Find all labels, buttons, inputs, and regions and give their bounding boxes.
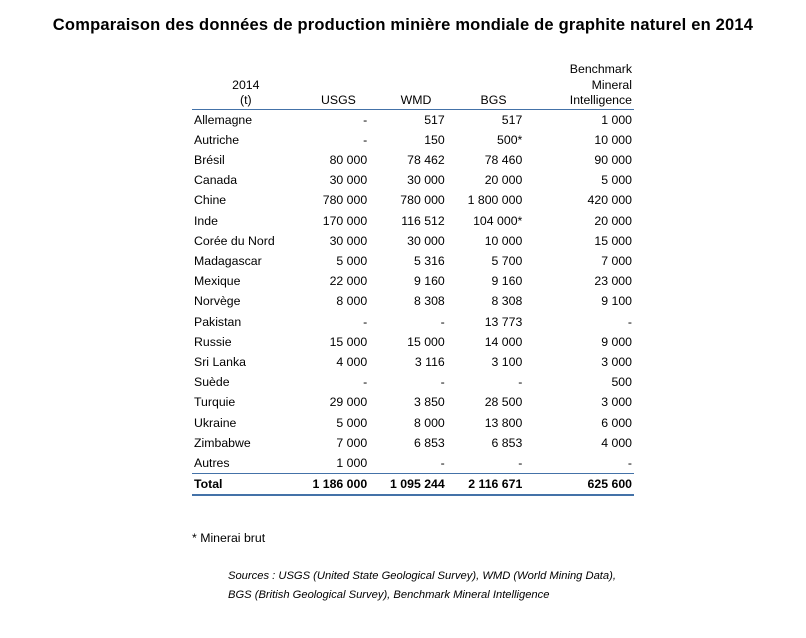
cell-wmd: 15 000 <box>407 334 445 349</box>
table-row <box>192 413 634 433</box>
cell-wmd: - <box>440 455 445 470</box>
cell-usgs: 8 000 <box>336 294 368 309</box>
cell-usgs: - <box>363 314 368 329</box>
cell-usgs: 80 000 <box>329 152 368 167</box>
total-usgs: 1 186 000 <box>300 474 378 496</box>
cell-country: Pakistan <box>194 314 242 329</box>
cell-wmd: 6 853 <box>413 435 445 450</box>
cell-bgs: 1 800 000 <box>467 193 523 208</box>
cell-benchmark: 5 000 <box>601 173 632 188</box>
cell-usgs: 30 000 <box>329 233 368 248</box>
table-row <box>192 271 634 291</box>
cell-usgs: 22 000 <box>329 274 368 289</box>
total-benchmark: 625 600 <box>532 474 634 496</box>
production-table <box>192 62 634 496</box>
cell-benchmark: - <box>627 314 632 329</box>
sources-note <box>228 567 628 605</box>
table-row <box>192 332 634 352</box>
table-row <box>192 392 634 412</box>
cell-wmd: - <box>440 314 445 329</box>
cell-bgs: - <box>518 375 523 390</box>
cell-benchmark: 20 000 <box>594 213 632 228</box>
cell-country: Sri Lanka <box>194 354 246 369</box>
cell-wmd: 30 000 <box>407 173 445 188</box>
cell-usgs: 170 000 <box>322 213 368 228</box>
column-header-year-line2: (t) <box>240 93 252 107</box>
column-header-bgs: BGS <box>455 62 533 109</box>
column-header-benchmark-line1: Benchmark <box>569 62 632 76</box>
cell-wmd: - <box>440 375 445 390</box>
table-row <box>192 251 634 271</box>
cell-bgs: 517 <box>501 112 523 127</box>
cell-benchmark: 9 000 <box>601 334 632 349</box>
table-row <box>192 291 634 311</box>
footnote: * Minerai brut <box>192 531 266 545</box>
table-row <box>192 190 634 210</box>
table-header-row <box>192 62 634 109</box>
cell-bgs: 20 000 <box>484 173 523 188</box>
column-header-usgs: USGS <box>300 62 378 109</box>
cell-usgs: 29 000 <box>329 395 368 410</box>
cell-usgs: 15 000 <box>329 334 368 349</box>
cell-country: Norvège <box>194 294 241 309</box>
total-bgs: 2 116 671 <box>455 474 533 496</box>
cell-wmd: 30 000 <box>407 233 445 248</box>
table-row <box>192 352 634 372</box>
table-row <box>192 130 634 150</box>
table-row <box>192 109 634 130</box>
cell-wmd: 78 462 <box>407 152 445 167</box>
cell-benchmark: 23 000 <box>594 274 632 289</box>
cell-country: Mexique <box>194 274 241 289</box>
cell-usgs: 30 000 <box>329 173 368 188</box>
cell-benchmark: 1 000 <box>601 112 632 127</box>
table-row <box>192 211 634 231</box>
cell-country: Inde <box>194 213 218 228</box>
sources-line2: Data), BGS (British Geological Survey), Benchmark Mineral Intelligence <box>228 570 616 601</box>
table-row <box>192 150 634 170</box>
cell-country: Canada <box>194 173 238 188</box>
table-row <box>192 372 634 392</box>
cell-bgs: 78 460 <box>484 152 523 167</box>
column-header-benchmark-line3: Intelligence <box>569 93 632 107</box>
cell-wmd: 9 160 <box>413 274 445 289</box>
cell-benchmark: 4 000 <box>601 435 632 450</box>
cell-bgs: 14 000 <box>484 334 523 349</box>
cell-wmd: 780 000 <box>400 193 445 208</box>
cell-bgs: 8 308 <box>491 294 523 309</box>
cell-bgs: 5 700 <box>491 253 523 268</box>
cell-bgs: 500* <box>497 132 523 147</box>
column-header-wmd: WMD <box>377 62 455 109</box>
cell-country: Autriche <box>194 132 240 147</box>
cell-usgs: - <box>363 375 368 390</box>
cell-country: Allemagne <box>194 112 253 127</box>
table-total-row <box>192 474 634 496</box>
cell-benchmark: 3 000 <box>601 395 632 410</box>
cell-bgs: - <box>518 455 523 470</box>
cell-usgs: 780 000 <box>322 193 368 208</box>
cell-benchmark: 500 <box>611 375 632 390</box>
cell-bgs: 3 100 <box>491 354 523 369</box>
table-row <box>192 170 634 190</box>
total-label: Total <box>192 474 300 496</box>
cell-country: Madagascar <box>194 253 262 268</box>
cell-bgs: 9 160 <box>491 274 523 289</box>
cell-benchmark: 420 000 <box>587 193 632 208</box>
page-title: Comparaison des données de production minière mondiale de graphite naturel en 2014 <box>52 16 754 34</box>
cell-wmd: 3 116 <box>414 354 445 369</box>
cell-wmd: 150 <box>424 132 445 147</box>
cell-wmd: 3 850 <box>413 395 445 410</box>
column-header-year-line1: 2014 <box>232 77 260 92</box>
table-row <box>192 312 634 332</box>
table-header <box>192 62 634 109</box>
cell-benchmark: - <box>627 455 632 470</box>
total-wmd: 1 095 244 <box>377 474 455 496</box>
cell-bgs: 10 000 <box>484 233 523 248</box>
cell-country: Brésil <box>194 152 225 167</box>
cell-wmd: 517 <box>424 112 445 127</box>
cell-benchmark: 6 000 <box>601 415 632 430</box>
cell-country: Ukraine <box>194 415 237 430</box>
table-row <box>192 453 634 474</box>
cell-usgs: - <box>363 112 368 127</box>
cell-country: Suède <box>194 375 230 390</box>
sources-line1: Sources : USGS (United State Geological Survey), WMD (World Mining <box>228 570 583 582</box>
cell-wmd: 5 316 <box>413 253 445 268</box>
cell-usgs: 7 000 <box>336 435 368 450</box>
cell-bgs: 28 500 <box>484 395 523 410</box>
cell-bgs: 13 800 <box>484 415 523 430</box>
cell-country: Russie <box>194 334 232 349</box>
cell-wmd: 8 308 <box>413 294 445 309</box>
column-header-year <box>192 62 300 109</box>
cell-usgs: - <box>363 132 368 147</box>
cell-wmd: 8 000 <box>413 415 445 430</box>
cell-wmd: 116 512 <box>401 213 445 228</box>
cell-country: Zimbabwe <box>194 435 251 450</box>
column-header-benchmark <box>532 62 634 109</box>
cell-benchmark: 7 000 <box>601 253 632 268</box>
table-row <box>192 231 634 251</box>
cell-benchmark: 3 000 <box>601 354 632 369</box>
cell-bgs: 104 000* <box>473 213 523 228</box>
cell-benchmark: 9 100 <box>601 294 632 309</box>
cell-country: Corée du Nord <box>194 233 275 248</box>
production-table-container <box>192 62 634 496</box>
cell-benchmark: 90 000 <box>594 152 632 167</box>
cell-country: Chine <box>194 193 227 208</box>
table-body <box>192 109 634 495</box>
table-row <box>192 433 634 453</box>
cell-usgs: 5 000 <box>336 415 368 430</box>
cell-bgs: 13 773 <box>484 314 523 329</box>
cell-benchmark: 10 000 <box>594 132 632 147</box>
cell-country: Autres <box>194 455 230 470</box>
cell-usgs: 1 000 <box>336 455 368 470</box>
cell-usgs: 5 000 <box>336 253 368 268</box>
cell-usgs: 4 000 <box>336 354 368 369</box>
cell-country: Turquie <box>194 395 236 410</box>
column-header-benchmark-line2: Mineral <box>591 77 632 92</box>
cell-benchmark: 15 000 <box>594 233 632 248</box>
cell-bgs: 6 853 <box>491 435 523 450</box>
